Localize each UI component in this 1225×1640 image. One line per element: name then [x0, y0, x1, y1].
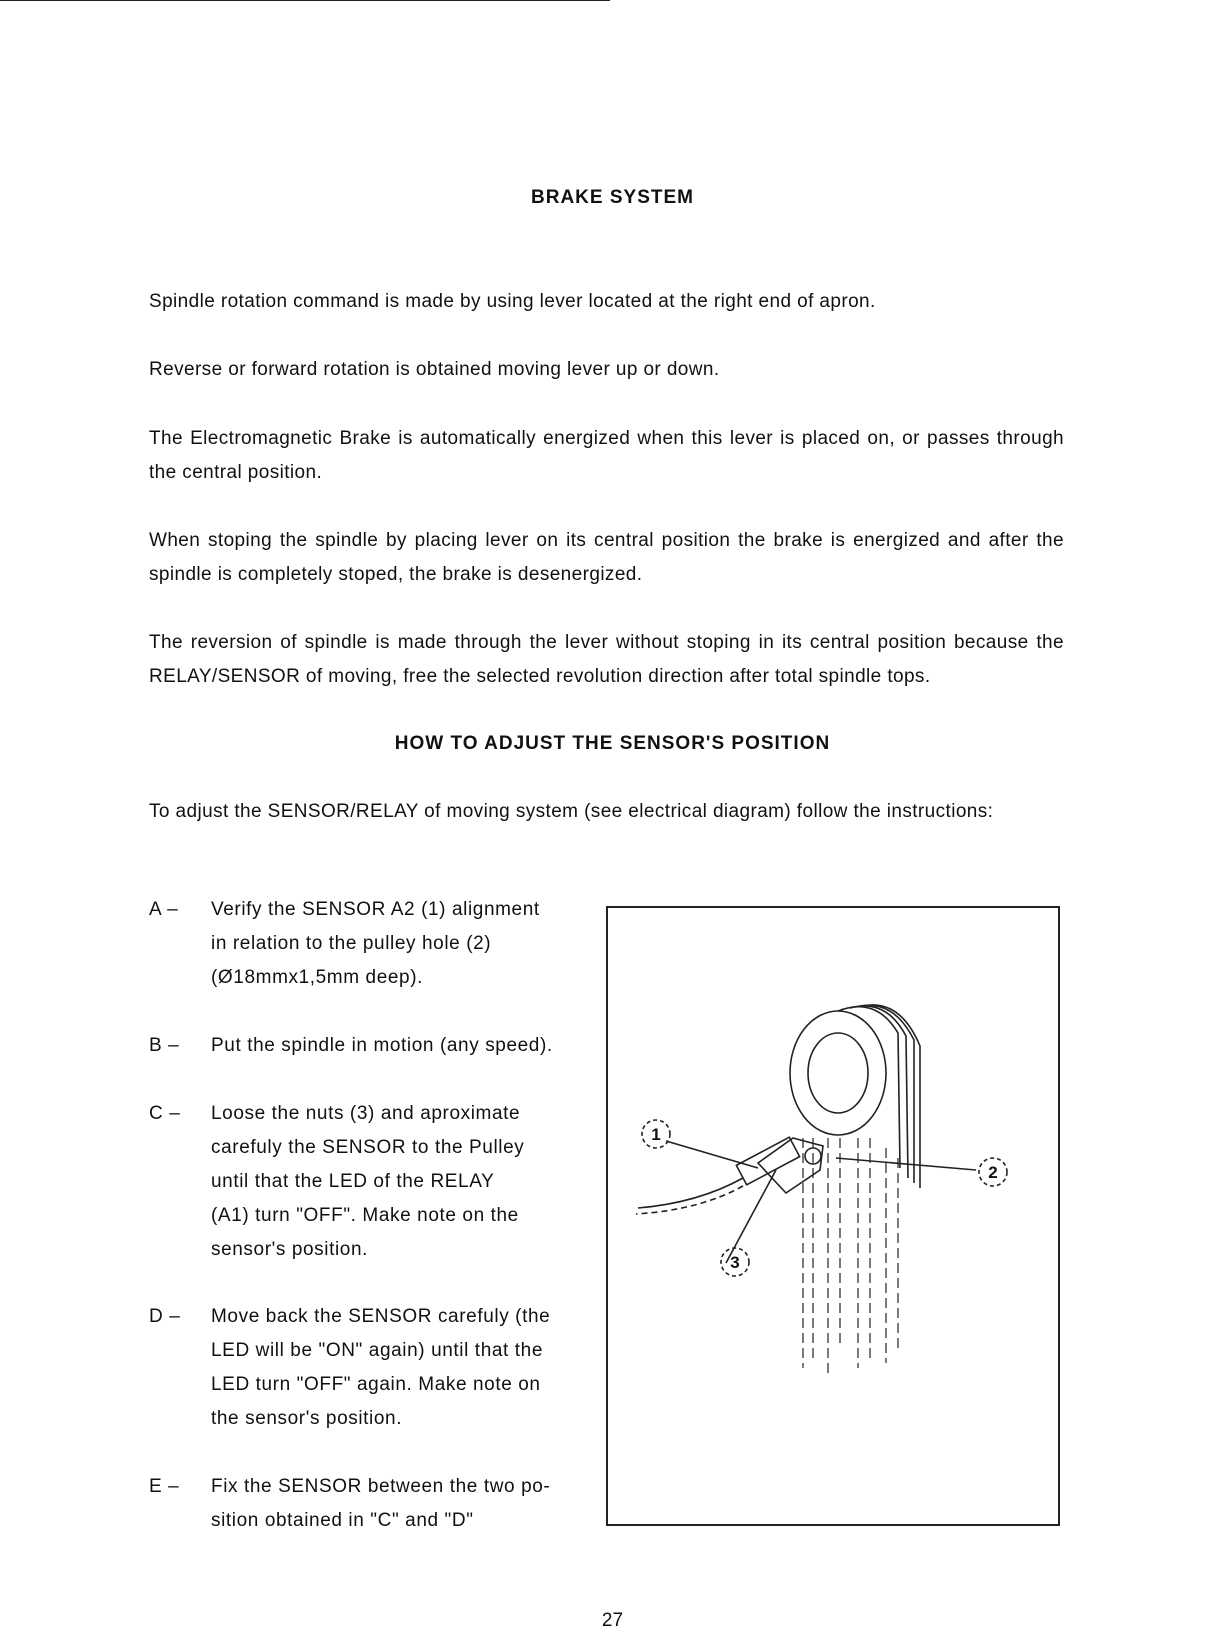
step-letter: A – — [149, 899, 179, 920]
step-line: (Ø18mmx1,5mm deep). — [211, 967, 424, 988]
step-line: (A1) turn "OFF". Make note on the — [211, 1205, 519, 1226]
callout-2: 2 — [988, 1163, 998, 1182]
sensor-cable — [638, 1178, 743, 1208]
step-letter: E – — [149, 1476, 180, 1497]
step-line: sition obtained in "C" and "D" — [211, 1510, 474, 1531]
step-line: Fix the SENSOR between the two po- — [211, 1476, 551, 1497]
step-text — [211, 1470, 591, 1538]
sensor-pulley-figure — [606, 906, 1060, 1526]
step-text — [211, 893, 591, 995]
paragraph-5: The reversion of spindle is made through the lever without stoping in its central position because the RELAY/SENSOR of moving, free the selected revolution direction after total spindle tops. — [149, 632, 1064, 687]
pulley-hub — [808, 1033, 868, 1113]
step-line: carefuly the SENSOR to the Pulley — [211, 1137, 525, 1158]
leader-2 — [836, 1158, 976, 1170]
step-letter: B – — [149, 1035, 180, 1056]
callout-1: 1 — [651, 1125, 661, 1144]
step-line: LED will be "ON" again) until that the — [211, 1340, 543, 1361]
step-line: Put the spindle in motion (any speed). — [211, 1035, 553, 1056]
step-text — [211, 1097, 591, 1267]
pulley-groove-3 — [860, 1005, 914, 1183]
pulley-groove-4 — [870, 1005, 920, 1188]
paragraph-1: Spindle rotation command is made by using lever located at the right end of apron. — [149, 291, 876, 312]
paragraph-3: The Electromagnetic Brake is automatically energized when this lever is placed on, or passes through the central position. — [149, 428, 1064, 483]
paragraph-2: Reverse or forward rotation is obtained moving lever up or down. — [149, 359, 720, 380]
sensor-barrel — [736, 1137, 799, 1185]
step-letter: D – — [149, 1306, 181, 1327]
callout-3: 3 — [730, 1253, 740, 1272]
step-line: until that the LED of the RELAY — [211, 1171, 495, 1192]
section-subtitle: HOW TO ADJUST THE SENSOR'S POSITION — [394, 733, 831, 754]
paragraph-4: When stoping the spindle by placing lever on its central position the brake is energized and after the spindle is completely stoped, the brake is desenergized. — [149, 530, 1064, 585]
step-line: Loose the nuts (3) and aproximate — [211, 1103, 521, 1124]
step-line: Verify the SENSOR A2 (1) alignment — [211, 899, 540, 920]
step-line: Move back the SENSOR carefuly (the — [211, 1306, 551, 1327]
pulley-face — [790, 1011, 886, 1135]
pulley-groove-1 — [838, 1007, 900, 1168]
leader-3 — [726, 1170, 776, 1263]
step-line: sensor's position. — [211, 1239, 369, 1260]
step-text — [211, 1029, 591, 1063]
step-text — [211, 1300, 591, 1436]
step-letter: C – — [149, 1103, 181, 1124]
step-line: in relation to the pulley hole (2) — [211, 933, 492, 954]
leader-1 — [666, 1141, 758, 1168]
page-top-rule — [0, 0, 610, 1]
page-title: BRAKE SYSTEM — [531, 187, 694, 208]
step-line: the sensor's position. — [211, 1408, 403, 1429]
intro-paragraph: To adjust the SENSOR/RELAY of moving system (see electrical diagram) follow the instructions: — [149, 801, 994, 822]
page-number: 27 — [601, 1610, 624, 1631]
step-line: LED turn "OFF" again. Make note on — [211, 1374, 541, 1395]
sensor-pulley-drawing — [608, 908, 1058, 1524]
